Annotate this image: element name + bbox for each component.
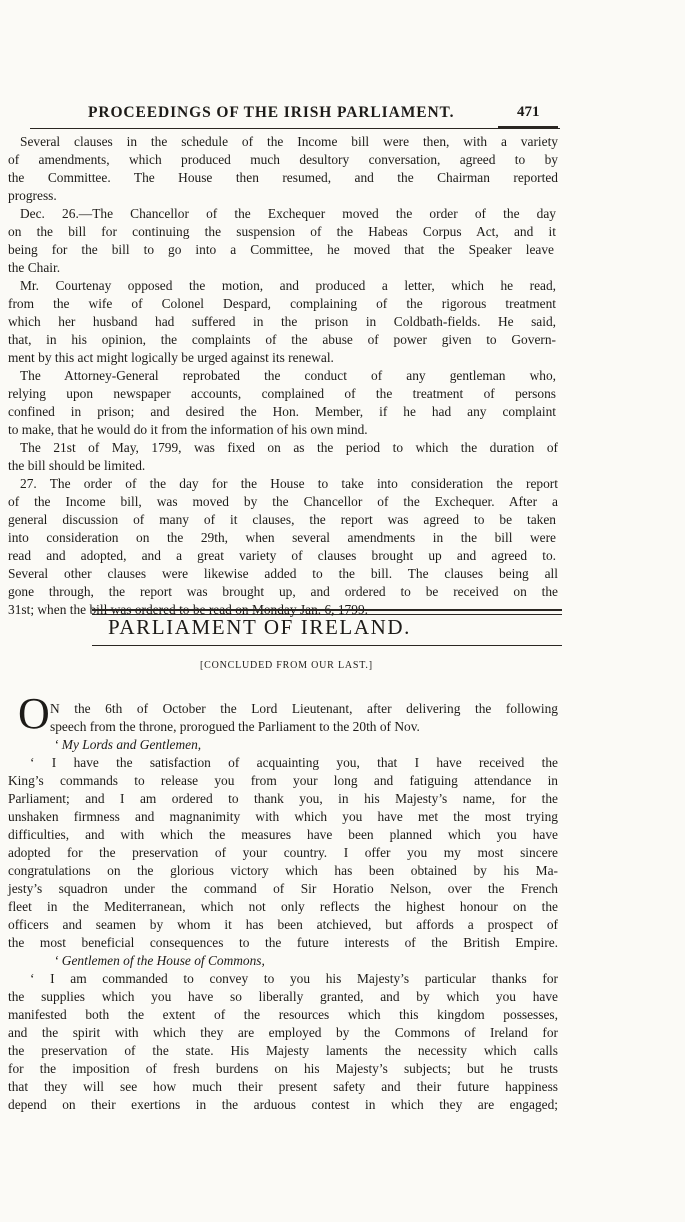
text-line: depend on their exertions in the arduous contest in which they are engaged;: [8, 1097, 558, 1112]
text-line: from the wife of Colonel Despard, complaining of the rigorous treatment: [8, 296, 556, 311]
text-line: Several other clauses were likewise added to the bill. The clauses being all: [8, 566, 558, 581]
header-rule: [30, 128, 560, 129]
section-rule-bottom: [92, 645, 562, 646]
text-line: King’s commands to release you from your long and fatiguing attendance in: [8, 773, 558, 788]
running-header: [0, 104, 685, 128]
text-line: ‘ I have the satisfaction of acquainting you, that I have received the: [30, 755, 558, 770]
text-line: fleet in the Mediterranean, which not only reflects the highest honour on the: [8, 899, 558, 914]
text-line: to make, that he would do it from the information of his own mind.: [8, 422, 368, 437]
text-line: for the imposition of fresh burdens on his Majesty’s subjects; but he trusts: [8, 1061, 558, 1076]
text-line: ‘ I am commanded to convey to you his Majesty’s particular thanks for: [30, 971, 558, 986]
text-line: that, in his opinion, the complaints of the abuse of power given to Govern-: [8, 332, 556, 347]
text-line: 31st; when the bill was ordered to be read on Monday Jan. 6, 1799.: [8, 602, 368, 617]
text-line: manifested both the extent of the resources which this kingdom possesses,: [8, 1007, 558, 1022]
text-line: relying upon newspaper accounts, complained of the treatment of persons: [8, 386, 556, 401]
section-subtitle: [CONCLUDED FROM OUR LAST.]: [200, 660, 373, 671]
text-line: the bill should be limited.: [8, 458, 146, 473]
page-number: 471: [517, 104, 540, 120]
drop-cap: O: [18, 689, 50, 738]
text-line: The Attorney-General reprobated the conduct of any gentleman who,: [20, 368, 556, 383]
text-line: the Committee. The House then resumed, and the Chairman reported: [8, 170, 558, 185]
text-line: the preservation of the state. His Majesty laments the necessity which calls: [8, 1043, 558, 1058]
text-line: on the bill for continuing the suspension of the Habeas Corpus Act, and it: [8, 224, 556, 239]
text-line: 27. The order of the day for the House to take into consideration the report: [20, 476, 558, 491]
text-line: the most beneficial consequences to the future interests of the British Empire.: [8, 935, 558, 950]
text-line: Dec. 26.—The Chancellor of the Exchequer moved the order of the day: [20, 206, 556, 221]
running-title: PROCEEDINGS OF THE IRISH PARLIAMENT.: [88, 104, 455, 121]
text-line: adopted for the preservation of your country. I offer you my most sincere: [8, 845, 558, 860]
text-line: ‘ Gentlemen of the House of Commons,: [54, 953, 265, 968]
text-line: read and adopted, and a great variety of clauses brought up and agreed to.: [8, 548, 556, 563]
text-line: congratulations on the glorious victory which has been obtained by his Ma-: [8, 863, 558, 878]
text-line: difficulties, and with which the measures have been planned which you have: [8, 827, 558, 842]
text-line: speech from the throne, prorogued the Parliament to the 20th of Nov.: [50, 719, 420, 734]
text-line: into consideration on the 29th, when several amendments in the bill were: [8, 530, 556, 545]
text-line: ‘ My Lords and Gentlemen,: [54, 737, 202, 752]
text-line: officers and seamen by whom it has been atchieved, but affords a prospect of: [8, 917, 558, 932]
section-title: PARLIAMENT OF IRELAND.: [108, 615, 411, 639]
text-line: ment by this act might logically be urged against its renewal.: [8, 350, 334, 365]
text-line: that they will see how much their present safety and their future happiness: [8, 1079, 558, 1094]
text-line: being for the bill to go into a Committee, he moved that the Speaker leave: [8, 242, 554, 257]
text-line: jesty’s squadron under the command of Sir Horatio Nelson, over the French: [8, 881, 558, 896]
text-line: of amendments, which produced much desultory conversation, agreed to by: [8, 152, 558, 167]
text-line: the Chair.: [8, 260, 61, 275]
text-line: confined in prison; and desired the Hon. Member, if he had any complaint: [8, 404, 556, 419]
text-line: of the Income bill, was moved by the Chancellor of the Exchequer. After a: [8, 494, 558, 509]
text-line: the supplies which you have so liberally granted, and by which you have: [8, 989, 558, 1004]
text-line: Mr. Courtenay opposed the motion, and produced a letter, which he read,: [20, 278, 556, 293]
text-line: and the spirit with which they are employed by the Commons of Ireland for: [8, 1025, 558, 1040]
text-line: N the 6th of October the Lord Lieutenant, after delivering the following: [50, 701, 558, 716]
text-line: Parliament; and I am ordered to thank you, in his Majesty’s name, for the: [8, 791, 558, 806]
text-line: gone through, the report was brought up, and ordered to be received on the: [8, 584, 558, 599]
text-line: which her husband had suffered in the prison in Coldbath-fields. He said,: [8, 314, 556, 329]
text-line: unshaken firmness and magnanimity with which you have met the most trying: [8, 809, 558, 824]
text-line: The 21st of May, 1799, was fixed on as the period to which the duration of: [20, 440, 558, 455]
text-line: Several clauses in the schedule of the Income bill were then, with a variety: [20, 134, 558, 149]
text-line: progress.: [8, 188, 57, 203]
text-line: general discussion of many of it clauses, the report was agreed to be taken: [8, 512, 556, 527]
